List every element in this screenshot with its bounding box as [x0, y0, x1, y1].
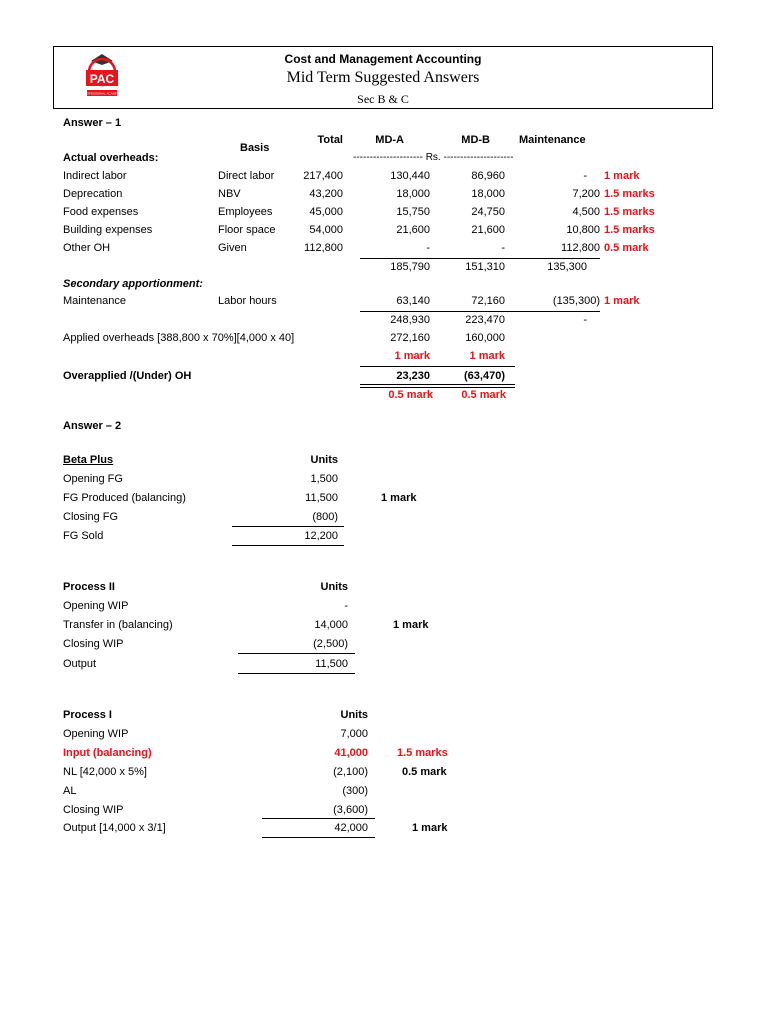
p1-rule — [262, 818, 375, 819]
p1-row-label: Input (balancing) — [63, 747, 152, 759]
p1-row-val: 7,000 — [340, 728, 368, 740]
row-maint: 112,800 — [561, 242, 600, 254]
row-mark: 1.5 marks — [604, 188, 655, 200]
row-label: Deprecation — [63, 188, 123, 200]
row-maint: - — [583, 170, 587, 182]
p1-row-val: 42,000 — [334, 822, 368, 834]
row-mark: 0.5 mark — [604, 242, 649, 254]
row-maint: 4,500 — [572, 206, 600, 218]
row-mda: 23,230 — [396, 370, 430, 382]
col-mdb: MD-B — [461, 134, 490, 146]
row-mda: 15,750 — [396, 206, 430, 218]
row-total: 217,400 — [303, 170, 343, 182]
row-mdb: 86,960 — [471, 170, 505, 182]
p1-row-mark: 1 mark — [412, 822, 448, 834]
row-label: Building expenses — [63, 224, 153, 236]
subtotal-rule-2 — [360, 311, 600, 312]
row-basis: Floor space — [218, 224, 276, 236]
row-mark: 1 mark — [604, 295, 640, 307]
p1-row-val: (300) — [342, 785, 368, 797]
doc-subtitle: Mid Term Suggested Answers — [286, 69, 480, 86]
sub2-mda: 248,930 — [390, 314, 430, 326]
sub1-mdb: 151,310 — [465, 261, 505, 273]
sub2-mdb: 223,470 — [465, 314, 505, 326]
beta-row-label: FG Produced (balancing) — [63, 492, 186, 504]
col-mda: MD-A — [375, 134, 404, 146]
row-mark: 1.5 marks — [604, 224, 655, 236]
beta-plus-title: Beta Plus — [63, 454, 114, 466]
row-mdb: 24,750 — [471, 206, 505, 218]
rs-line: --------------------- Rs. --------------------- — [353, 152, 514, 163]
p1-rule-bottom — [262, 837, 375, 838]
over-rule-bottom — [360, 384, 515, 388]
logo-text: PAC — [89, 72, 115, 86]
row-mda: 272,160 — [390, 332, 430, 344]
row-mdb: 72,160 — [471, 295, 505, 307]
p2-rule — [238, 653, 355, 654]
beta-units-header: Units — [310, 454, 338, 466]
p2-row-label: Transfer in (balancing) — [63, 619, 173, 631]
row-total: 45,000 — [309, 206, 343, 218]
p1-row-val: (2,100) — [333, 766, 368, 778]
p2-row-val: - — [344, 600, 348, 612]
p1-row-val: (3,600) — [333, 804, 368, 816]
p2-row-val: 14,000 — [314, 619, 348, 631]
row-mda: 21,600 — [396, 224, 430, 236]
beta-row-label: Opening FG — [63, 473, 123, 485]
p1-row-mark: 1.5 marks — [397, 747, 448, 759]
row-mdb: - — [501, 242, 505, 254]
row-basis: Labor hours — [218, 295, 277, 307]
sub1-mda: 185,790 — [390, 261, 430, 273]
row-mdb: (63,470) — [464, 370, 505, 382]
over-rule-top — [360, 366, 515, 367]
p1-row-mark: 0.5 mark — [402, 766, 447, 778]
process-2-title: Process II — [63, 581, 115, 593]
mark-mdb: 1 mark — [469, 350, 505, 362]
row-label: Overapplied /(Under) OH — [63, 370, 192, 382]
answer-1-heading: Answer – 1 — [63, 117, 122, 129]
row-mark: 1.5 marks — [604, 206, 655, 218]
col-basis: Basis — [240, 142, 270, 154]
logo-tagline: PROFESSIONAL ACADEMY — [83, 91, 121, 96]
p2-row-label: Opening WIP — [63, 600, 129, 612]
over-mark-mdb: 0.5 mark — [461, 389, 506, 401]
p1-row-label: AL — [63, 785, 77, 797]
row-basis: Direct labor — [218, 170, 275, 182]
row-maint: (135,300) — [552, 295, 600, 307]
row-total: 43,200 — [309, 188, 343, 200]
mark-mda: 1 mark — [394, 350, 430, 362]
p2-row-mark: 1 mark — [393, 619, 429, 631]
row-mda: 130,440 — [390, 170, 430, 182]
row-maint: 10,800 — [566, 224, 600, 236]
row-mdb: 18,000 — [471, 188, 505, 200]
beta-rule — [232, 526, 344, 527]
p1-row-val: 41,000 — [334, 747, 368, 759]
p2-row-val: 11,500 — [315, 658, 348, 670]
doc-title: Cost and Management Accounting — [284, 52, 482, 66]
row-total: 112,800 — [304, 242, 343, 254]
row-basis: Employees — [218, 206, 273, 218]
p2-row-label: Output — [63, 658, 97, 670]
row-mdb: 160,000 — [465, 332, 505, 344]
p1-row-label: Opening WIP — [63, 728, 129, 740]
sub2-maint: - — [583, 314, 587, 326]
p1-row-label: Closing WIP — [63, 804, 124, 816]
col-total: Total — [317, 134, 343, 146]
p2-rule-bottom — [238, 673, 355, 674]
beta-row-mark: 1 mark — [381, 492, 417, 504]
row-mda: - — [426, 242, 430, 254]
process-2-units-header: Units — [320, 581, 348, 593]
row-mark: 1 mark — [604, 170, 640, 182]
process-1-title: Process I — [63, 709, 112, 721]
row-label: Maintenance — [63, 295, 126, 307]
beta-row-label: FG Sold — [63, 530, 104, 542]
p2-row-label: Closing WIP — [63, 638, 124, 650]
row-mdb: 21,600 — [471, 224, 505, 236]
over-mark-mda: 0.5 mark — [388, 389, 433, 401]
doc-section: Sec B & C — [357, 92, 409, 106]
sub1-maint: 135,300 — [547, 261, 587, 273]
row-label: Other OH — [63, 242, 111, 254]
secondary-apportionment-label: Secondary apportionment: — [63, 278, 203, 290]
beta-row-val: (800) — [312, 511, 338, 523]
row-basis: NBV — [218, 188, 241, 200]
p2-row-val: (2,500) — [313, 638, 348, 650]
row-total: 54,000 — [309, 224, 343, 236]
p1-row-label: Output [14,000 x 3/1] — [63, 822, 166, 834]
beta-row-label: Closing FG — [63, 511, 119, 523]
actual-overheads-label: Actual overheads: — [63, 152, 159, 164]
process-1-units-header: Units — [340, 709, 368, 721]
row-maint: 7,200 — [572, 188, 600, 200]
beta-row-val: 11,500 — [305, 492, 338, 504]
beta-rule-bottom — [232, 545, 344, 546]
row-label: Applied overheads [388,800 x 70%][4,000 x 40] — [63, 332, 295, 344]
beta-row-val: 1,500 — [310, 473, 338, 485]
row-basis: Given — [218, 242, 247, 254]
row-label: Food expenses — [63, 206, 139, 218]
answer-2-heading: Answer – 2 — [63, 420, 122, 432]
subtotal-rule — [360, 258, 600, 259]
row-mda: 18,000 — [396, 188, 430, 200]
beta-row-val: 12,200 — [304, 530, 338, 542]
p1-row-label: NL [42,000 x 5%] — [63, 766, 147, 778]
row-label: Indirect labor — [63, 170, 127, 182]
col-maintenance: Maintenance — [519, 134, 586, 146]
row-mda: 63,140 — [396, 295, 430, 307]
